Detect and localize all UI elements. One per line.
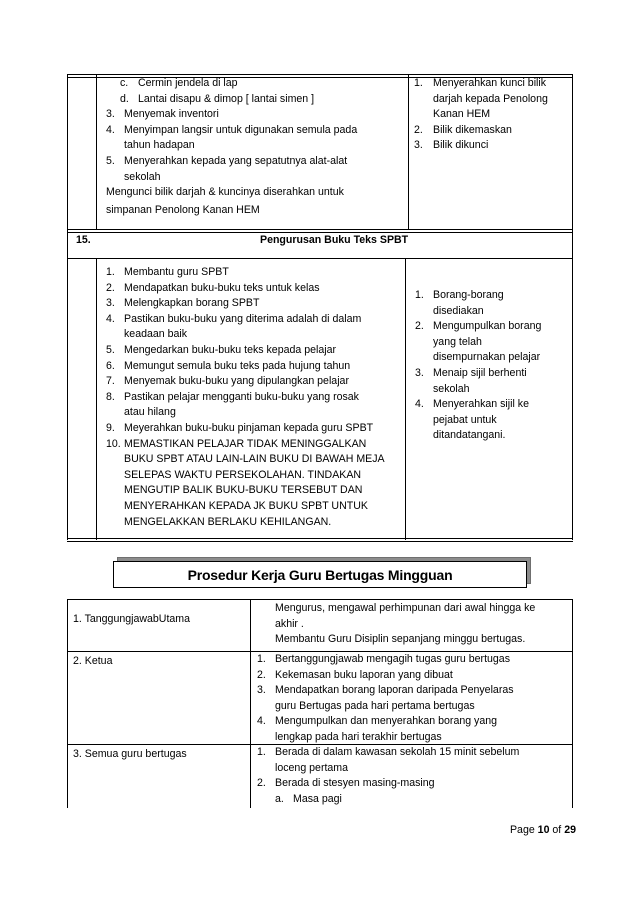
list-item — [257, 632, 569, 648]
list-item-number: 4. — [106, 312, 115, 325]
list-item-text: Masa pagi — [293, 792, 342, 805]
list-item-text: Mengurus, mengawal perhimpunan dari awal hingga ke — [275, 602, 536, 614]
list-item-text: sekolah — [124, 170, 161, 183]
list-item — [106, 123, 406, 139]
task-list — [106, 265, 404, 530]
list-item — [120, 76, 406, 92]
list-item — [415, 304, 571, 320]
list-item-number: 2. — [415, 320, 424, 333]
list-item-number: 8. — [106, 390, 115, 403]
list-item-number: 3. — [415, 366, 424, 379]
list-item-number: 3. — [257, 684, 266, 697]
list-item — [415, 335, 571, 351]
list-item-number: 2. — [257, 668, 266, 681]
list-item-text: SELEPAS WAKTU PERSEKOLAHAN. TINDAKAN — [124, 468, 362, 481]
t2-right-border — [572, 599, 573, 808]
list-item-text: Berada di dalam kawasan sekolah 15 minit sebelum — [275, 746, 520, 758]
col-divider-3 — [96, 258, 97, 540]
list-item-text: Mengumpulkan borang — [433, 320, 542, 333]
list-item — [106, 265, 404, 281]
list-item-text: Pastikan pelajar mengganti buku-buku yang rosak — [124, 390, 359, 403]
list-item-number: 10. — [106, 437, 121, 450]
list-item — [415, 413, 571, 429]
list-item-number: 4. — [106, 123, 115, 136]
duty-role-label: 1. TanggungjawabUtama — [73, 613, 191, 625]
list-item — [415, 288, 571, 304]
t2-top-border — [67, 599, 573, 600]
list-item-text: darjah kepada Penolong — [433, 92, 548, 105]
list-item — [414, 92, 570, 108]
list-item-text: BUKU SPBT ATAU LAIN-LAIN BUKU DI BAWAH MEJA — [124, 453, 385, 466]
list-item-text: MENYERAHKAN KEPADA JK BUKU SPBT UNTUK — [124, 499, 368, 512]
list-item — [106, 359, 404, 375]
t2-col-divider — [250, 599, 251, 808]
list-item — [415, 382, 571, 398]
list-item — [257, 714, 569, 730]
list-item-number: 2. — [414, 123, 423, 136]
list-item — [106, 468, 404, 484]
list-item-number: 7. — [106, 375, 115, 388]
list-item-number: 3. — [106, 297, 115, 310]
list-item-number: 1. — [415, 289, 424, 301]
duty-role-label: 2. Ketua — [73, 655, 113, 667]
list-item-text: disempurnakan pelajar — [433, 351, 541, 364]
list-item-number: 1. — [257, 653, 266, 665]
list-item-number: 1. — [414, 77, 423, 89]
list-item-text: pejabat untuk — [433, 413, 497, 426]
list-item-text: Lantai disapu & dimop [ lantai simen ] — [138, 92, 315, 105]
list-item-text: Cermin jendela di lap — [138, 77, 238, 89]
list-item — [257, 761, 569, 777]
list-item-text: Kanan HEM — [433, 108, 491, 121]
main-row-right-cell — [415, 288, 571, 444]
list-item-number: a. — [275, 792, 284, 805]
list-item — [415, 397, 571, 413]
list-item-text: Bilik dikunci — [433, 139, 489, 152]
duty-detail-cell — [257, 601, 569, 648]
table-right-border — [572, 74, 573, 540]
list-item — [414, 76, 570, 92]
list-item-text: Menyemak inventori — [124, 108, 219, 121]
section-number: 15. — [76, 234, 91, 246]
list-item-text: Berada di stesyen masing-masing — [275, 777, 435, 790]
list-item — [415, 366, 571, 382]
col-divider-2 — [408, 74, 409, 230]
list-item — [106, 483, 404, 499]
list-item-text: Borang-borang — [433, 289, 504, 301]
list-item — [106, 437, 404, 453]
col-divider-1 — [96, 74, 97, 230]
list-item-text: Memungut semula buku teks pada hujung tahun — [124, 359, 351, 372]
list-item-number: 2. — [106, 281, 115, 294]
list-item — [106, 452, 404, 468]
list-item-text: Mendapatkan borang laporan daripada Penyelaras — [275, 684, 514, 697]
list-item — [106, 312, 404, 328]
list-item — [257, 776, 569, 792]
list-item — [414, 138, 570, 154]
list-item-text: Kekemasan buku laporan yang dibuat — [275, 668, 453, 681]
page-footer — [510, 823, 576, 839]
list-item-text: atau hilang — [124, 406, 176, 419]
list-item-number: 9. — [106, 421, 115, 434]
list-item-number: 5. — [106, 343, 115, 356]
top-row-right-cell — [414, 76, 570, 154]
list-item-number: 4. — [257, 715, 266, 728]
outcome-list — [414, 76, 570, 154]
list-item — [106, 390, 404, 406]
list-item — [257, 699, 569, 715]
list-item-number: 1. — [257, 746, 266, 758]
list-item — [106, 170, 406, 186]
list-item-text: MEMASTIKAN PELAJAR TIDAK MENINGGALKAN — [124, 437, 367, 450]
list-item-number: 5. — [106, 154, 115, 167]
list-item — [257, 601, 569, 617]
col-divider-4 — [405, 258, 406, 540]
list-item — [257, 617, 569, 633]
closing-note-line: simpanan Penolong Kanan HEM — [106, 203, 260, 216]
list-item-text: guru Bertugas pada hari pertama bertugas — [275, 699, 475, 712]
list-item — [106, 499, 404, 515]
list-item-text: tahun hadapan — [124, 139, 195, 152]
list-item-text: Mengumpulkan dan menyerahkan borang yang — [275, 715, 498, 728]
list-item-text: Menyerahkan sijil ke — [433, 398, 529, 411]
list-item-text: Menyerahkan kepada yang sepatutnya alat-alat — [124, 154, 348, 167]
list-item — [257, 745, 569, 761]
duty-role-label: 3. Semua guru bertugas — [73, 748, 187, 760]
list-item — [257, 683, 569, 699]
list-item-text: Mengedarkan buku-buku teks kepada pelajar — [124, 343, 337, 356]
section-bottom-border — [67, 258, 573, 259]
closing-note-line: Mengunci bilik darjah & kuncinya diserahkan untuk — [106, 186, 344, 199]
list-item — [106, 374, 404, 390]
list-item — [106, 154, 406, 170]
t2-left-border — [67, 599, 68, 808]
list-item-number: 4. — [415, 398, 424, 411]
total-pages: 29 — [564, 824, 576, 836]
footer-separator: of — [549, 824, 565, 836]
list-item-text: lengkap pada hari terakhir bertugas — [275, 730, 442, 743]
list-item-text: MENGELAKKAN BERLAKU KEHILANGAN. — [124, 515, 332, 528]
main-row-left-cell — [106, 265, 404, 530]
section-banner: Prosedur Kerja Guru Bertugas Mingguan — [113, 561, 527, 588]
footer-prefix: Page — [509, 824, 538, 836]
list-item — [414, 107, 570, 123]
list-item-text: yang telah — [433, 335, 482, 348]
list-item-number: 3. — [414, 139, 423, 152]
duty-detail-cell — [257, 745, 569, 807]
top-row-left-cell — [106, 76, 406, 218]
table-left-border — [67, 74, 68, 540]
list-item-number: c. — [120, 77, 129, 89]
list-item — [275, 792, 569, 808]
list-item — [257, 730, 569, 746]
list-item-text: Membantu Guru Disiplin sepanjang minggu bertugas. — [275, 633, 526, 646]
list-item — [106, 281, 404, 297]
list-item — [106, 405, 404, 421]
list-item — [120, 92, 406, 108]
list-item-text: Menyimpan langsir untuk digunakan semula pada — [124, 123, 358, 136]
duty-detail-cell — [257, 652, 569, 746]
list-item-text: disediakan — [433, 304, 484, 317]
list-item-text: Bilik dikemaskan — [433, 123, 512, 136]
list-item-text: Mendapatkan buku-buku teks untuk kelas — [124, 281, 320, 294]
list-item — [257, 652, 569, 668]
list-item-text: ditandatangani. — [433, 429, 506, 442]
list-item-text: Menaip sijil berhenti — [433, 366, 527, 379]
list-item-text: Membantu guru SPBT — [124, 266, 229, 278]
list-item-text: Pastikan buku-buku yang diterima adalah di dalam — [124, 312, 362, 325]
list-item — [106, 138, 406, 154]
list-item — [415, 350, 571, 366]
list-item-text: loceng pertama — [275, 761, 349, 774]
table-bottom-border — [67, 538, 573, 542]
list-item-text: MENGUTIP BALIK BUKU-BUKU TERSEBUT DAN — [124, 484, 363, 497]
list-item — [415, 428, 571, 444]
list-item-text: keadaan baik — [124, 328, 188, 341]
list-item-text: Meyerahkan buku-buku pinjaman kepada guru SPBT — [124, 421, 374, 434]
current-page-number: 10 — [537, 824, 550, 836]
list-item-text: Melengkapkan borang SPBT — [124, 297, 260, 310]
list-item — [106, 515, 404, 531]
list-item-number: 2. — [257, 777, 266, 790]
list-item-number: 6. — [106, 359, 115, 372]
list-item — [415, 319, 571, 335]
list-item — [106, 296, 404, 312]
outcome-list — [415, 288, 571, 444]
list-item-text: Menyerahkan kunci bilik — [433, 77, 547, 89]
list-item — [106, 343, 404, 359]
list-item — [106, 327, 404, 343]
list-item-number: d. — [120, 92, 129, 105]
list-item — [106, 421, 404, 437]
list-item-number: 3. — [106, 108, 115, 121]
list-item-text: Bertanggungjawab mengagih tugas guru bertugas — [275, 653, 510, 665]
list-item-text: Menyemak buku-buku yang dipulangkan pelajar — [124, 375, 349, 388]
section-title: Pengurusan Buku Teks SPBT — [260, 234, 409, 246]
list-item-number: 1. — [106, 266, 115, 278]
list-item-text: sekolah — [433, 382, 470, 395]
list-item — [257, 668, 569, 684]
list-item — [106, 107, 406, 123]
task-list — [106, 76, 406, 185]
list-item-text: akhir . — [275, 617, 304, 630]
list-item — [414, 123, 570, 139]
